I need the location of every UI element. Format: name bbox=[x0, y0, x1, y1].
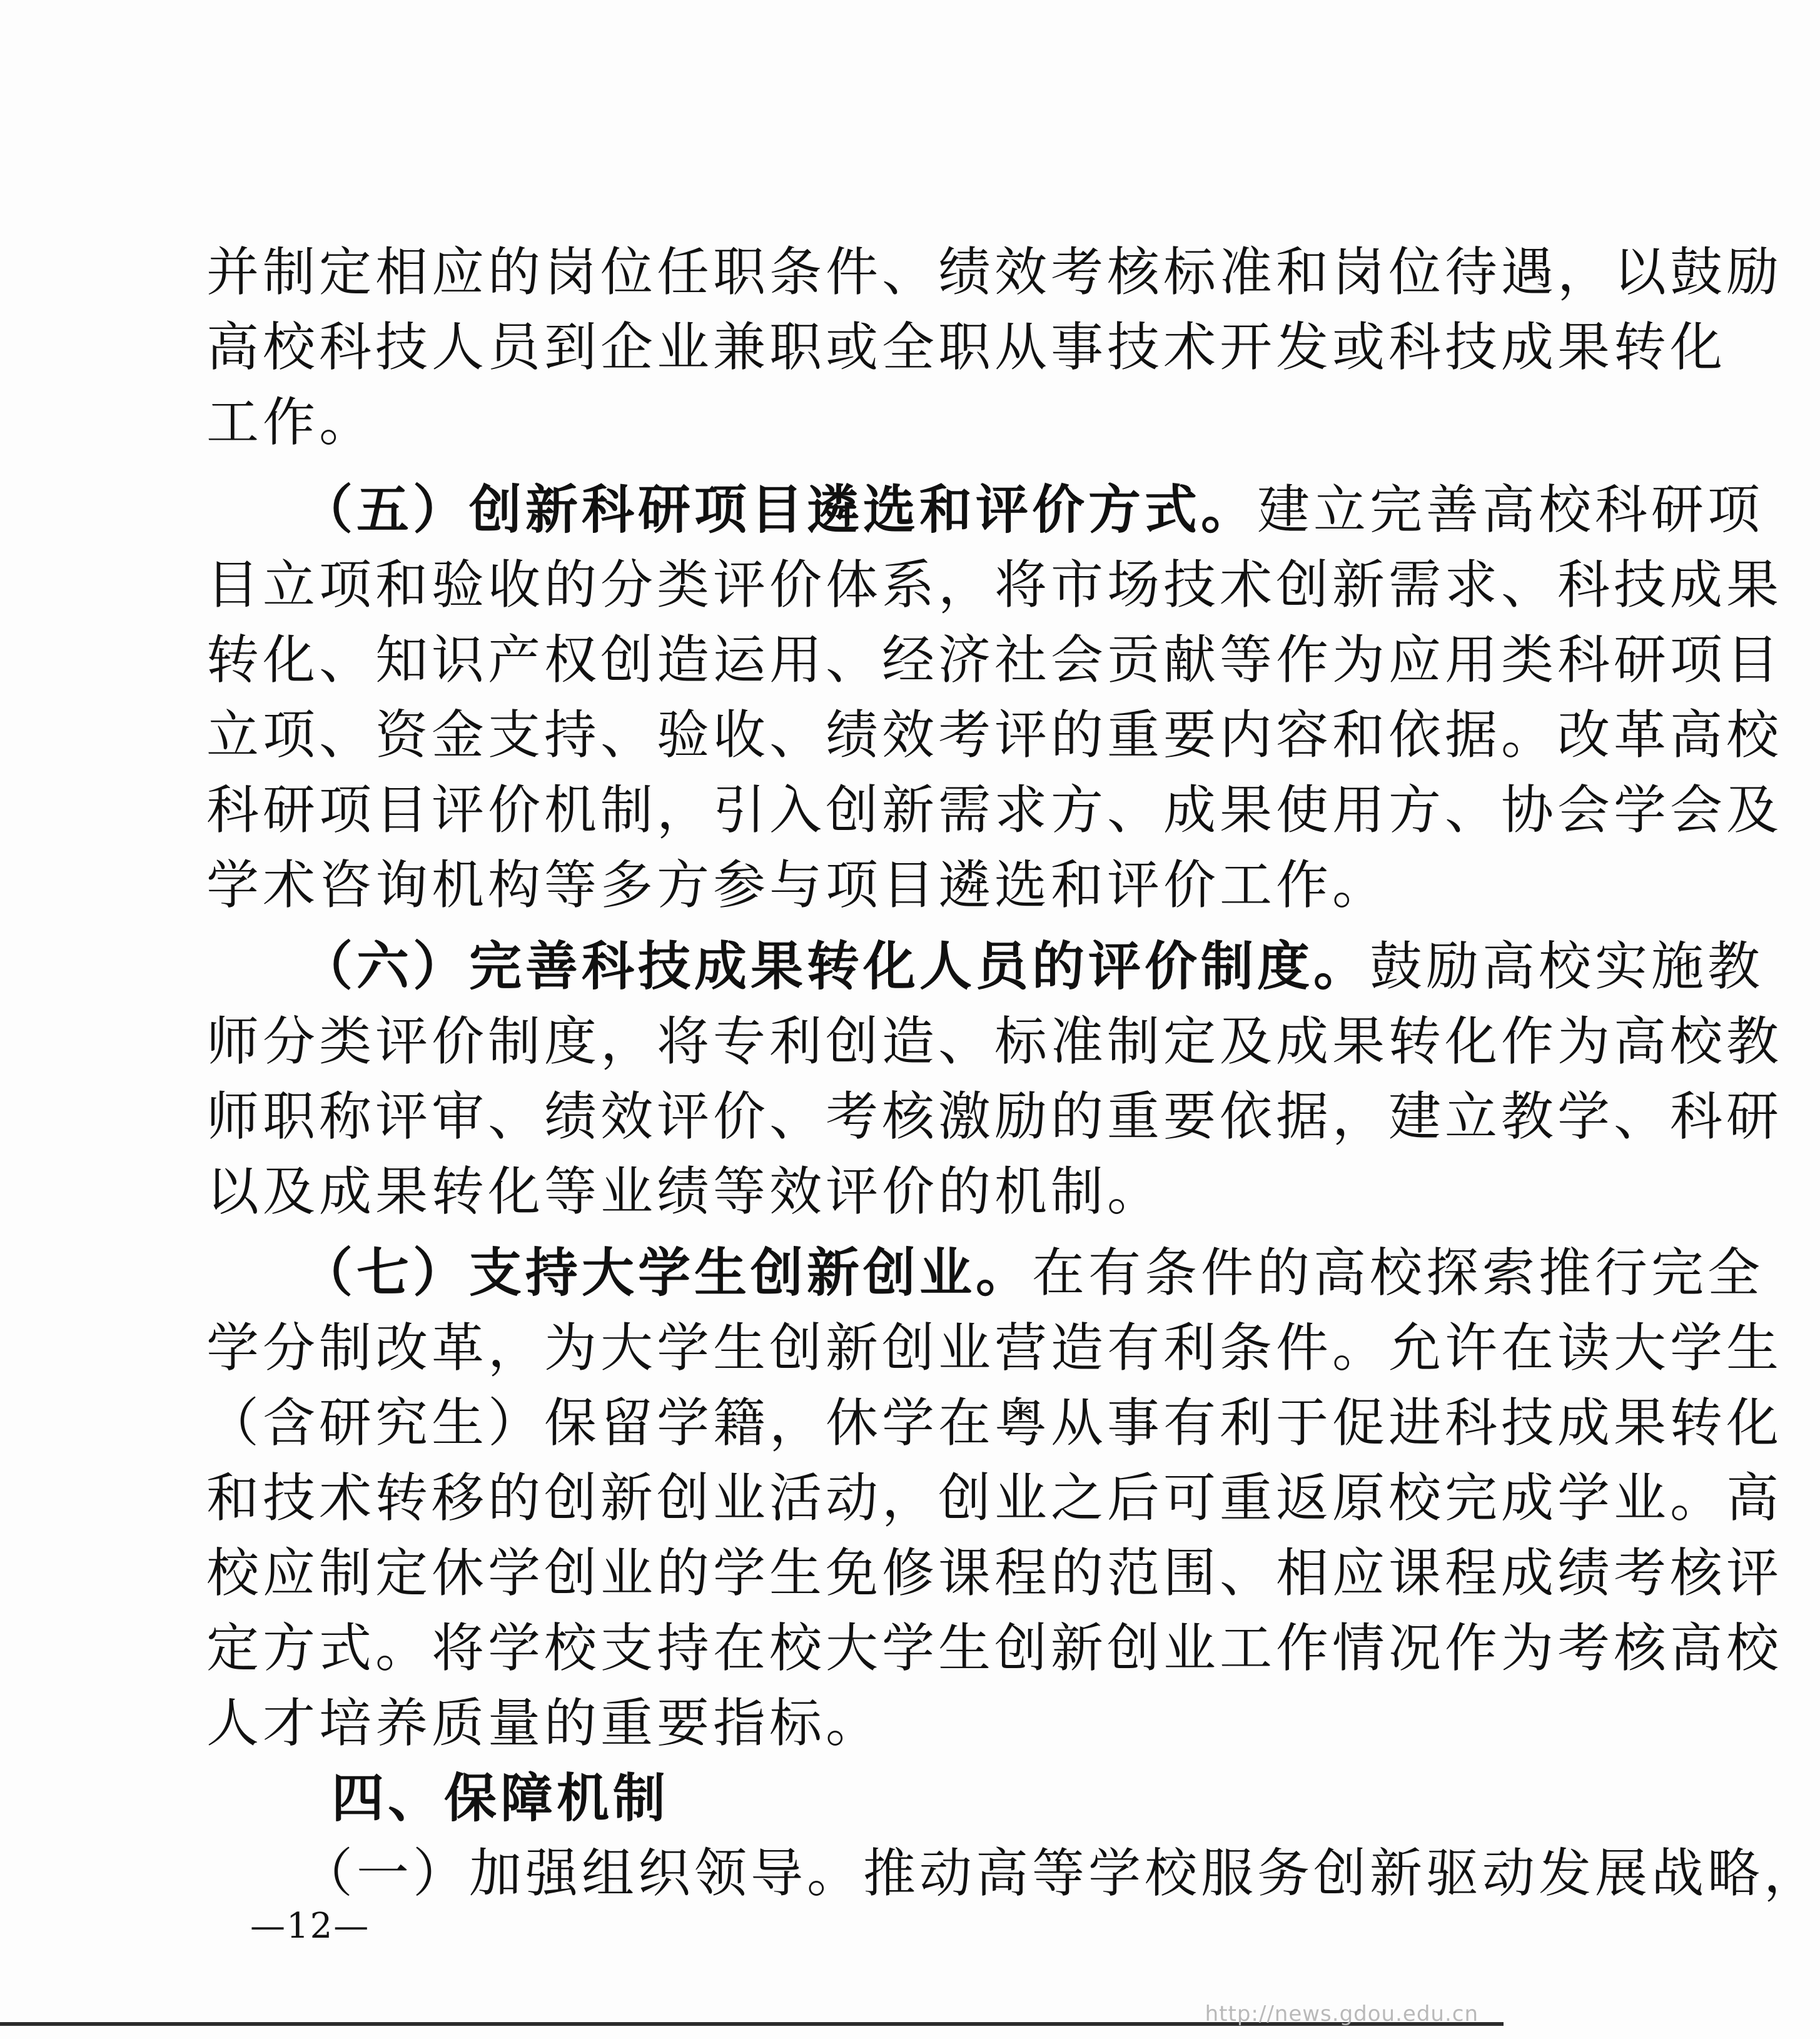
paragraph-first-line bbox=[300, 478, 1764, 541]
paragraph-lead: （五）创新科研项目遴选和评价方式。 bbox=[300, 479, 1258, 540]
text-line: 和技术转移的创新创业活动，创业之后可重返原校完成学业。高 bbox=[206, 1467, 1783, 1529]
text-line: 科研项目评价机制，引入创新需求方、成果使用方、协会学会及 bbox=[206, 779, 1783, 841]
text-fragment: 在有条件的高校探索推行完全 bbox=[1032, 1242, 1764, 1303]
text-line: 校应制定休学创业的学生免修课程的范围、相应课程成绩考核评 bbox=[206, 1542, 1783, 1604]
text-line: 目立项和验收的分类评价体系，将市场技术创新需求、科技成果 bbox=[206, 554, 1783, 615]
text-line: 定方式。将学校支持在校大学生创新创业工作情况作为考核高校 bbox=[206, 1617, 1783, 1679]
text-fragment: 鼓励高校实施教 bbox=[1370, 936, 1764, 997]
text-line: 师分类评价制度，将专利创造、标准制定及成果转化作为高校教 bbox=[206, 1011, 1783, 1072]
text-line: （含研究生）保留学籍，休学在粤从事有利于促进科技成果转化 bbox=[206, 1392, 1783, 1454]
paragraph-lead: （七）支持大学生创新创业。 bbox=[300, 1242, 1033, 1303]
text-line: （一）加强组织领导。推动高等学校服务创新驱动发展战略， bbox=[300, 1843, 1820, 1904]
paragraph-first-line bbox=[300, 935, 1764, 998]
text-line: 学分制改革，为大学生创新创业营造有利条件。允许在读大学生 bbox=[206, 1317, 1783, 1379]
watermark-text: http://news.gdou.edu.cn bbox=[1205, 2001, 1479, 2026]
section-heading: 四、保障机制 bbox=[331, 1768, 670, 1829]
text-line: 高校科技人员到企业兼职或全职从事技术开发或科技成果转化 bbox=[206, 316, 1727, 378]
text-line: 并制定相应的岗位任职条件、绩效考核标准和岗位待遇，以鼓励 bbox=[206, 241, 1783, 303]
text-line: 工作。 bbox=[206, 392, 376, 453]
text-line: 立项、资金支持、验收、绩效考评的重要内容和依据。改革高校 bbox=[206, 704, 1783, 766]
paragraph-first-line bbox=[300, 1242, 1764, 1304]
page-number: —12— bbox=[250, 1906, 370, 1946]
text-line: 师职称评审、绩效评价、考核激励的重要依据，建立教学、科研 bbox=[206, 1086, 1783, 1147]
text-line: 人才培养质量的重要指标。 bbox=[206, 1692, 882, 1754]
text-line: 学术咨询机构等多方参与项目遴选和评价工作。 bbox=[206, 854, 1389, 916]
paragraph-lead: （六）完善科技成果转化人员的评价制度。 bbox=[300, 936, 1370, 997]
text-line: 转化、知识产权创造运用、经济社会贡献等作为应用类科研项目 bbox=[206, 629, 1783, 691]
text-line: 以及成果转化等业绩等效评价的机制。 bbox=[206, 1161, 1164, 1222]
text-fragment: 建立完善高校科研项 bbox=[1257, 479, 1764, 540]
